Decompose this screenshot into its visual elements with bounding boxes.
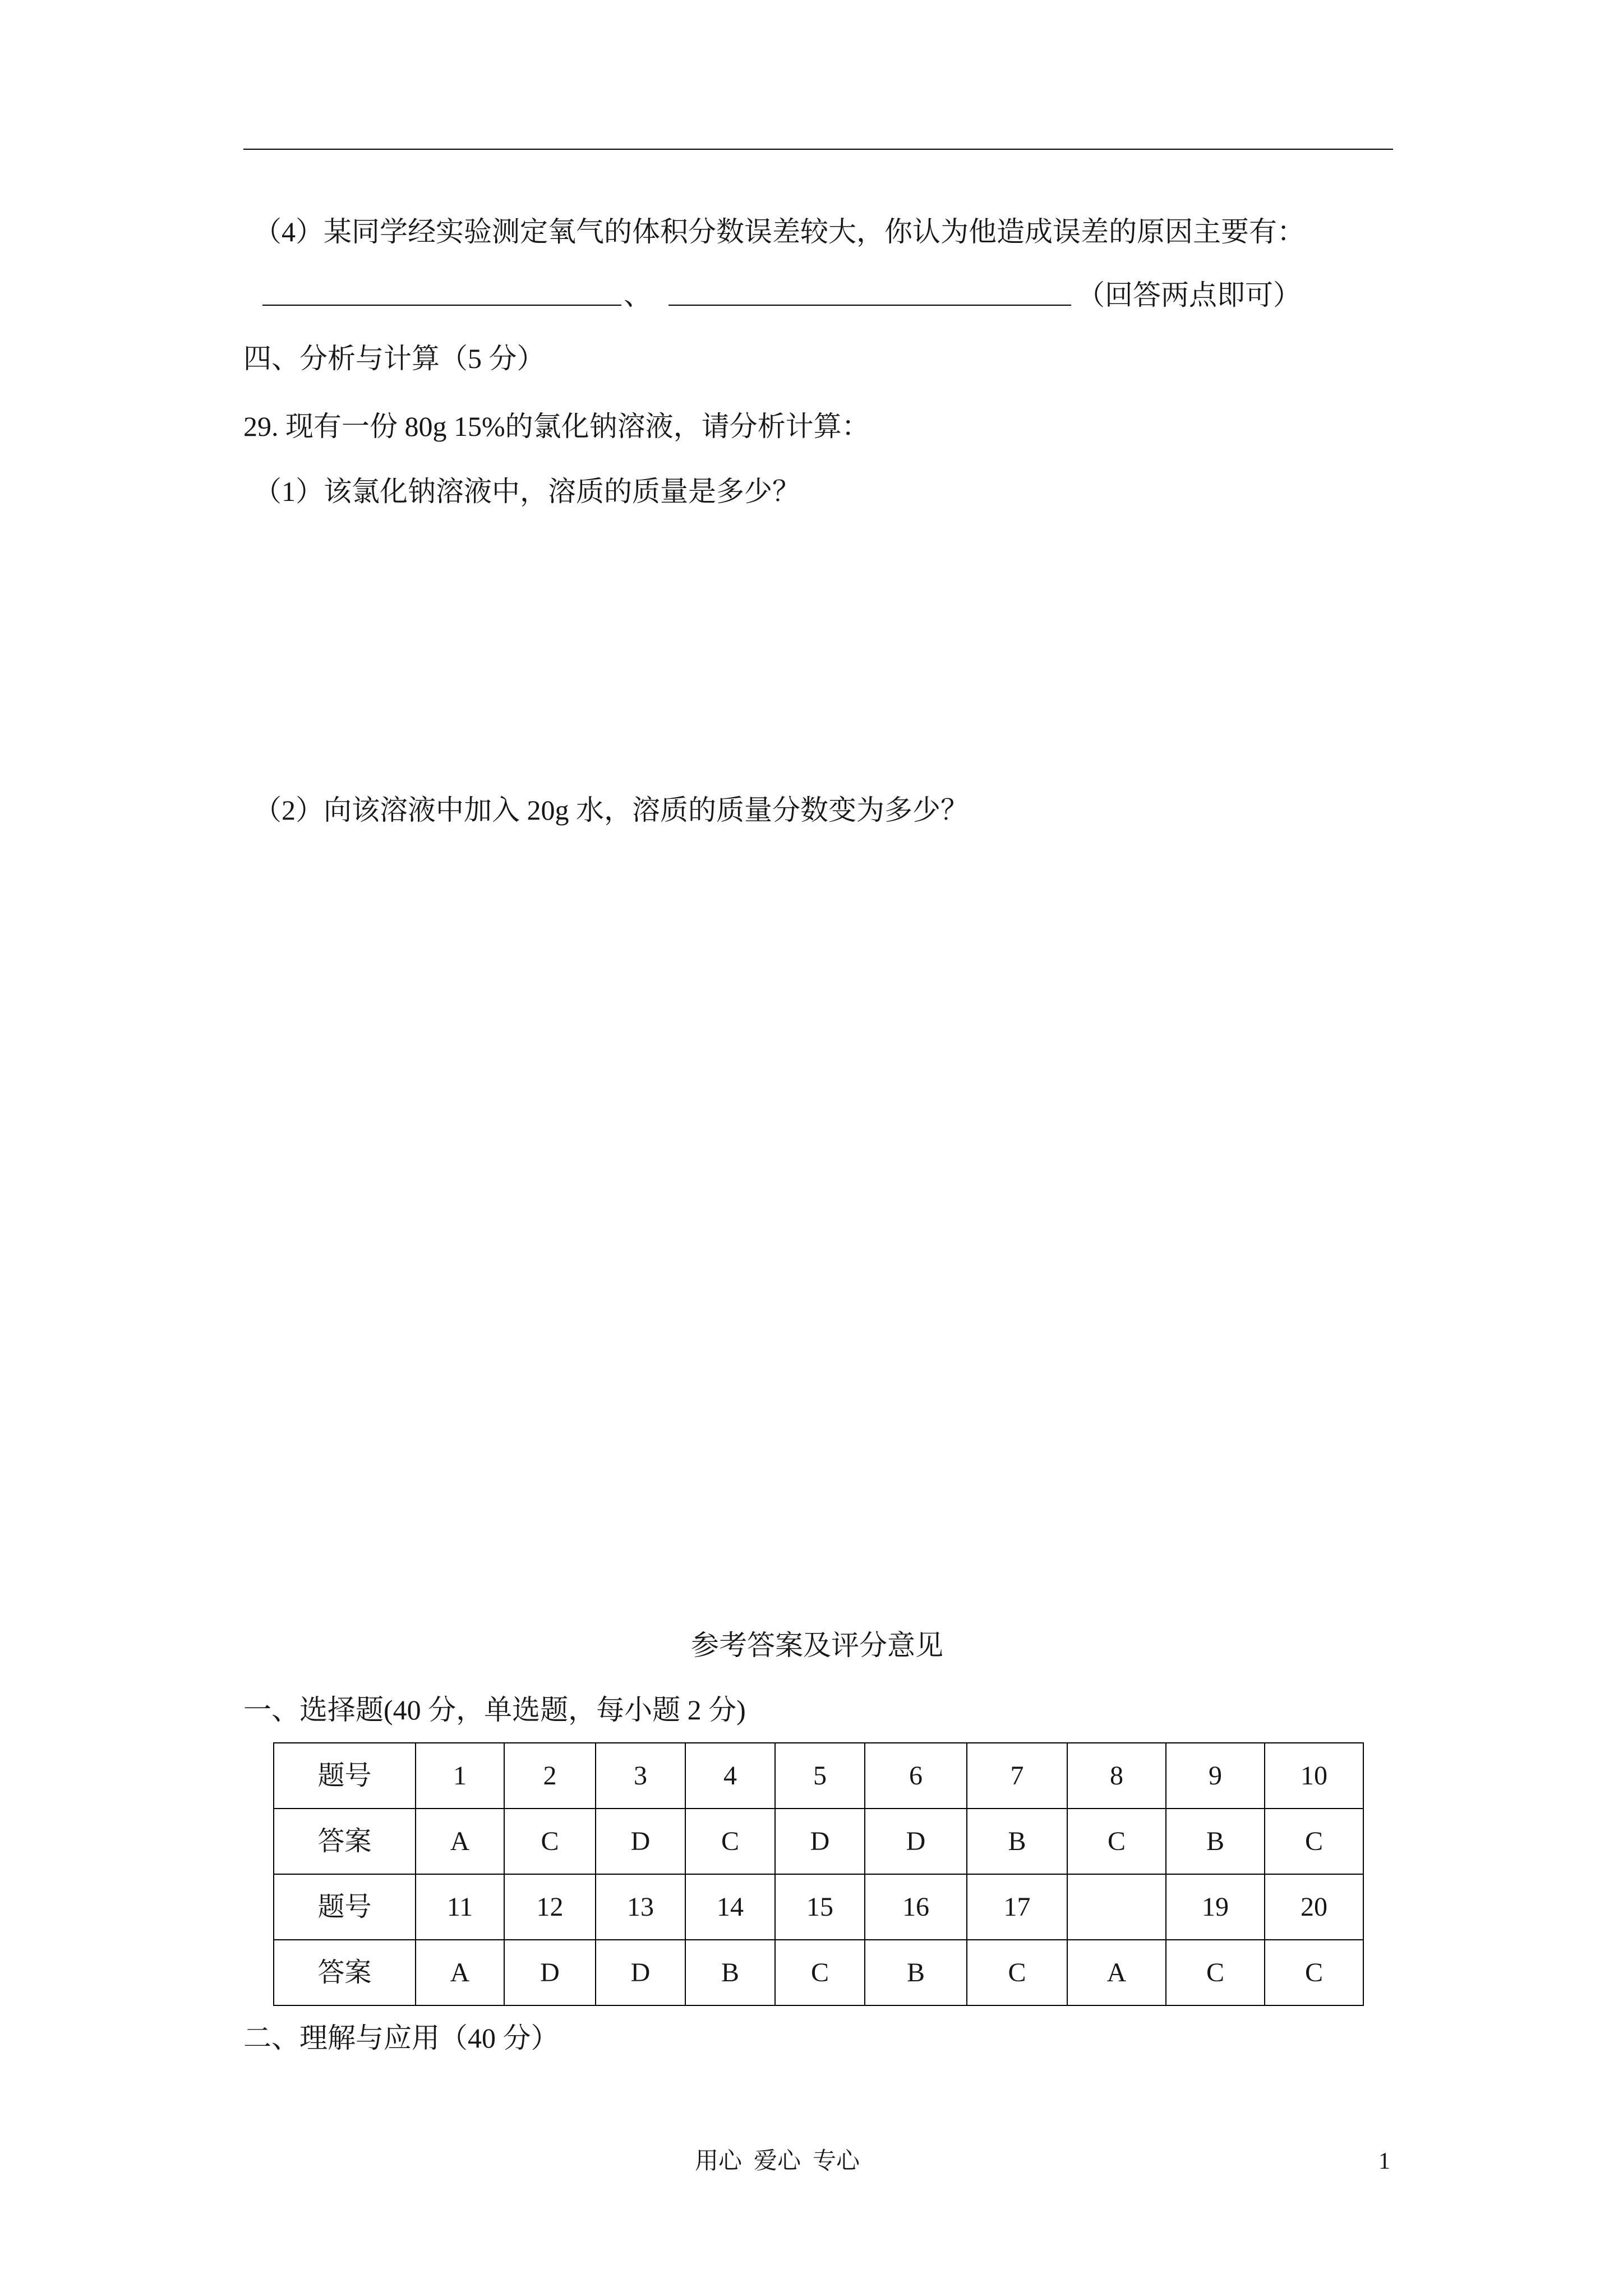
question-29-part-1: （1）该氯化钠溶液中，溶质的质量是多少？ [253, 476, 800, 507]
table-row [274, 1743, 1363, 1809]
answers-section-1-title: 一、选择题(40 分，单选题，每小题 2 分) [243, 1694, 746, 1726]
table-cell: 16 [865, 1874, 967, 1940]
row-label-cell: 题号 [274, 1874, 416, 1940]
table-cell: 13 [596, 1874, 685, 1940]
table-cell: A [1067, 1940, 1166, 2005]
answer-table [273, 1742, 1364, 2006]
answer-blank-1 [262, 305, 621, 306]
table-cell: D [596, 1809, 685, 1874]
table-cell: C [1067, 1809, 1166, 1874]
table-cell: 1 [416, 1743, 504, 1809]
table-cell: C [1166, 1940, 1265, 2005]
table-cell: 10 [1265, 1743, 1363, 1809]
table-cell: B [685, 1940, 775, 2005]
question-29-part-2: （2）向该溶液中加入 20g 水，溶质的质量分数变为多少？ [253, 794, 969, 826]
table-cell: D [865, 1809, 967, 1874]
table-cell: 8 [1067, 1743, 1166, 1809]
table-cell: B [1166, 1809, 1265, 1874]
table-row [274, 1940, 1363, 2005]
table-cell: B [865, 1940, 967, 2005]
table-cell: B [967, 1809, 1067, 1874]
table-cell: 11 [416, 1874, 504, 1940]
table-cell: 14 [685, 1874, 775, 1940]
table-cell: 5 [775, 1743, 865, 1809]
answers-section-2-title: 二、理解与应用（40 分） [243, 2022, 559, 2054]
header-rule [243, 149, 1393, 150]
table-cell: 17 [967, 1874, 1067, 1940]
table-cell: 19 [1166, 1874, 1265, 1940]
table-cell: 6 [865, 1743, 967, 1809]
footer-motto: 用心 爱心 专心 [695, 2148, 860, 2174]
table-row [274, 1874, 1363, 1940]
table-cell: C [685, 1809, 775, 1874]
table-cell: A [416, 1809, 504, 1874]
table-cell: D [596, 1940, 685, 2005]
table-cell: 12 [504, 1874, 596, 1940]
blank-separator: 、 [624, 279, 652, 311]
table-cell: C [1265, 1940, 1363, 2005]
row-label-cell: 题号 [274, 1743, 416, 1809]
row-label-cell: 答案 [274, 1940, 416, 2005]
answer-blank-2 [668, 305, 1071, 306]
table-row [274, 1809, 1363, 1874]
answers-title: 参考答案及评分意见 [691, 1630, 943, 1661]
question-4-text: （4）某同学经实验测定氧气的体积分数误差较大，你认为他造成误差的原因主要有： [253, 216, 1305, 247]
table-cell: C [504, 1809, 596, 1874]
table-cell: 20 [1265, 1874, 1363, 1940]
table-cell: A [416, 1940, 504, 2005]
table-cell: 3 [596, 1743, 685, 1809]
table-cell: D [504, 1940, 596, 2005]
table-cell [1067, 1874, 1166, 1940]
table-cell: C [775, 1940, 865, 2005]
table-cell: 7 [967, 1743, 1067, 1809]
question-29-stem: 29. 现有一份 80g 15%的氯化钠溶液，请分析计算： [243, 411, 870, 442]
row-label-cell: 答案 [274, 1809, 416, 1874]
table-cell: 9 [1166, 1743, 1265, 1809]
table-cell: C [1265, 1809, 1363, 1874]
table-cell: 4 [685, 1743, 775, 1809]
table-cell: C [967, 1940, 1067, 2005]
table-cell: D [775, 1809, 865, 1874]
section-4-title: 四、分析与计算（5 分） [243, 343, 545, 374]
table-cell: 2 [504, 1743, 596, 1809]
table-cell: 15 [775, 1874, 865, 1940]
question-4-hint: （回答两点即可） [1077, 279, 1301, 311]
page-number: 1 [1378, 2148, 1390, 2174]
